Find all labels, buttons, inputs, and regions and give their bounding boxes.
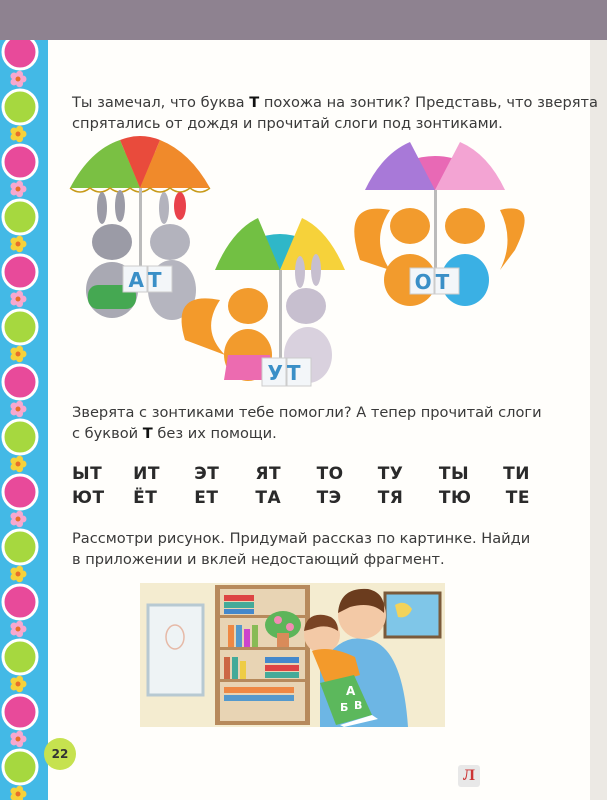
syllable: ТЕ <box>505 488 530 508</box>
syllable: ИТ <box>133 464 160 484</box>
syllable: ТЭ <box>316 488 342 508</box>
syllable: ТЯ <box>377 488 404 508</box>
syllable: ТА <box>255 488 282 508</box>
syllable: ЮТ <box>72 488 105 508</box>
page-number: 22 <box>44 738 76 770</box>
syllable-row-1 <box>72 464 530 484</box>
border-circle <box>3 90 37 124</box>
syllable: ЁТ <box>133 488 158 508</box>
border-circle <box>3 310 37 344</box>
paragraph-2-line-2: с буквой Т без их помощи. <box>72 425 277 442</box>
border-circle <box>3 640 37 674</box>
book-letter-v: В <box>354 699 363 712</box>
border-circle <box>3 475 37 509</box>
border-circle <box>3 200 37 234</box>
border-circle <box>3 530 37 564</box>
syllable: ЭТ <box>194 464 220 484</box>
border-circle <box>3 695 37 729</box>
book-letter-b: Б <box>340 701 349 714</box>
syllable: ЯТ <box>255 464 282 484</box>
border-circle <box>3 420 37 454</box>
syllable-at: АТ <box>128 268 166 292</box>
paragraph-1-line-2: спрятались от дождя и прочитай слоги под зонтиками. <box>72 115 503 132</box>
umbrella-1 <box>70 136 210 278</box>
syllable: ТО <box>316 464 344 484</box>
border-circle <box>3 145 37 179</box>
syllable-row-2 <box>72 488 530 508</box>
border-circle <box>3 750 37 784</box>
paragraph-2-line-1: Зверята с зонтиками тебе помогли? А тепер прочитай слоги <box>72 404 542 421</box>
scan-top-bar <box>0 0 607 40</box>
syllable: ТУ <box>377 464 404 484</box>
syllable: ТЫ <box>438 464 470 484</box>
border-circle <box>3 255 37 289</box>
decorative-left-border <box>0 40 48 800</box>
syllable-ut: УТ <box>267 361 305 385</box>
book-letter-a: А <box>346 684 356 698</box>
syllable: ЫТ <box>72 464 103 484</box>
border-circle <box>3 585 37 619</box>
father-son-room-illustration <box>140 575 445 727</box>
paragraph-3-line-1: Рассмотри рисунок. Придумай рассказ по картинке. Найди <box>72 530 531 547</box>
syllable: ЕТ <box>194 488 219 508</box>
paragraph-1-line-1: Ты замечал, что буква Т похожа на зонтик? Представь, что зверята <box>72 94 598 111</box>
umbrella-animals-illustration <box>60 130 540 400</box>
paragraph-3-line-2: в приложении и вклей недостающий фрагмент. <box>72 551 445 568</box>
syllable: ТЮ <box>438 488 472 508</box>
syllable-ot: ОТ <box>414 270 454 294</box>
border-circle <box>3 40 37 69</box>
page-right-edge <box>590 40 607 800</box>
syllable: ТИ <box>503 464 530 484</box>
border-circle <box>3 365 37 399</box>
publisher-logo-icon: Л <box>458 765 480 787</box>
